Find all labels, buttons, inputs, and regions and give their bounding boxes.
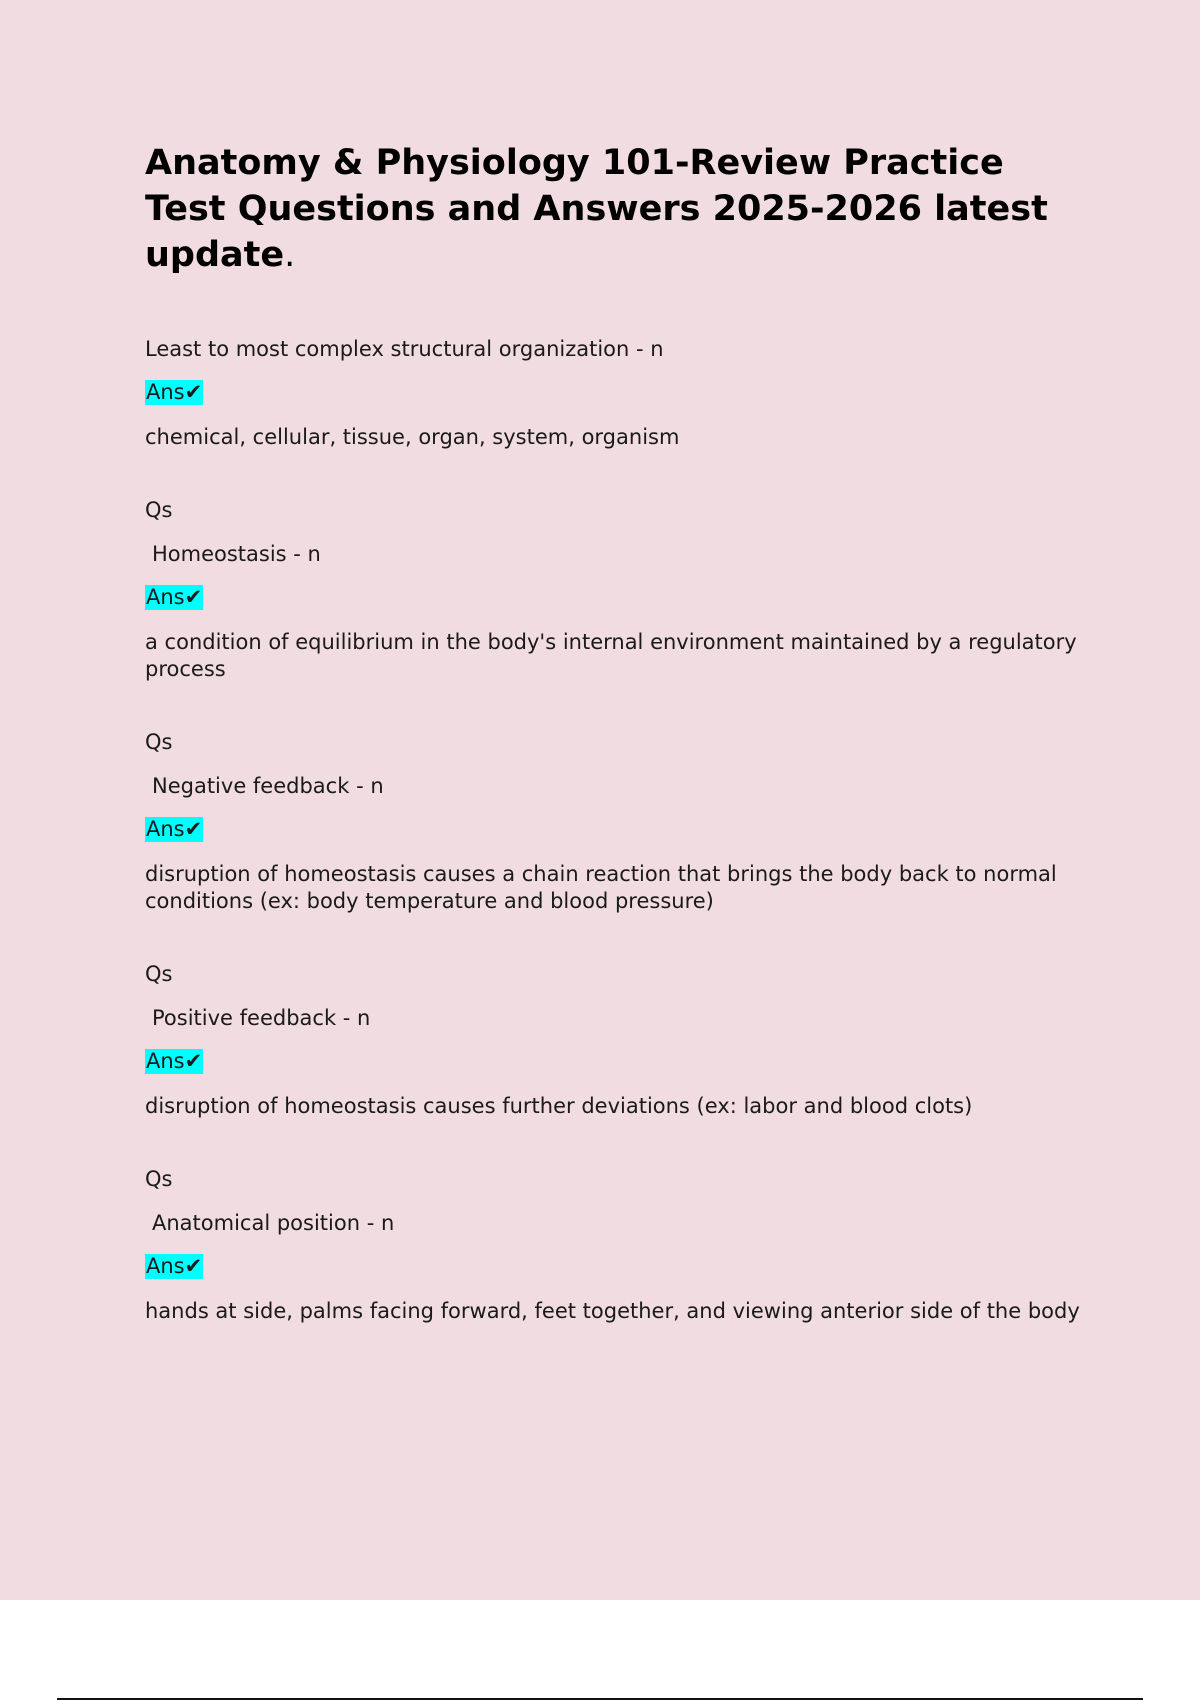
document-title-period: . <box>284 235 296 275</box>
answer-label-row <box>145 380 1095 407</box>
document-title-text: Anatomy & Physiology 101-Review Practice Test Questions and Answers 2025-2026 latest update <box>145 143 1048 275</box>
qa-list <box>145 336 1095 1325</box>
answer-label-badge: Ans✔ <box>146 1254 203 1278</box>
question-text: Homeostasis - n <box>152 542 321 566</box>
document-title <box>145 140 1095 278</box>
answer-text: a condition of equilibrium in the body's internal environment maintained by a regulatory process <box>145 630 1077 681</box>
question-text: Negative feedback - n <box>152 774 384 798</box>
qa-item <box>145 961 1095 1120</box>
answer-text: hands at side, palms facing forward, feet together, and viewing anterior side of the body <box>145 1299 1080 1323</box>
answer-label-row <box>145 1049 1095 1076</box>
question-text: Anatomical position - n <box>152 1211 395 1235</box>
answer-label-row <box>145 817 1095 844</box>
answer-label-badge: Ans✔ <box>146 585 203 609</box>
answer-text: chemical, cellular, tissue, organ, system, organism <box>145 425 680 449</box>
answer-label-badge: Ans✔ <box>146 817 203 841</box>
question-marker: Qs <box>145 962 173 986</box>
question-marker: Qs <box>145 1167 173 1191</box>
document-content <box>145 140 1095 1371</box>
qa-item <box>145 729 1095 915</box>
question-marker: Qs <box>145 498 173 522</box>
qa-item <box>145 336 1095 451</box>
answer-label-row <box>145 1254 1095 1281</box>
answer-label-row <box>145 585 1095 612</box>
question-text: Least to most complex structural organization - n <box>145 337 664 361</box>
answer-label-badge: Ans✔ <box>146 1049 203 1073</box>
question-marker: Qs <box>145 730 173 754</box>
question-text: Positive feedback - n <box>152 1006 371 1030</box>
answer-text: disruption of homeostasis causes further deviations (ex: labor and blood clots) <box>145 1094 973 1118</box>
qa-item <box>145 1166 1095 1325</box>
answer-text: disruption of homeostasis causes a chain reaction that brings the body back to normal conditions (ex: body temperature and blood pressure) <box>145 862 1057 913</box>
answer-label-badge: Ans✔ <box>146 380 203 404</box>
qa-item <box>145 497 1095 683</box>
